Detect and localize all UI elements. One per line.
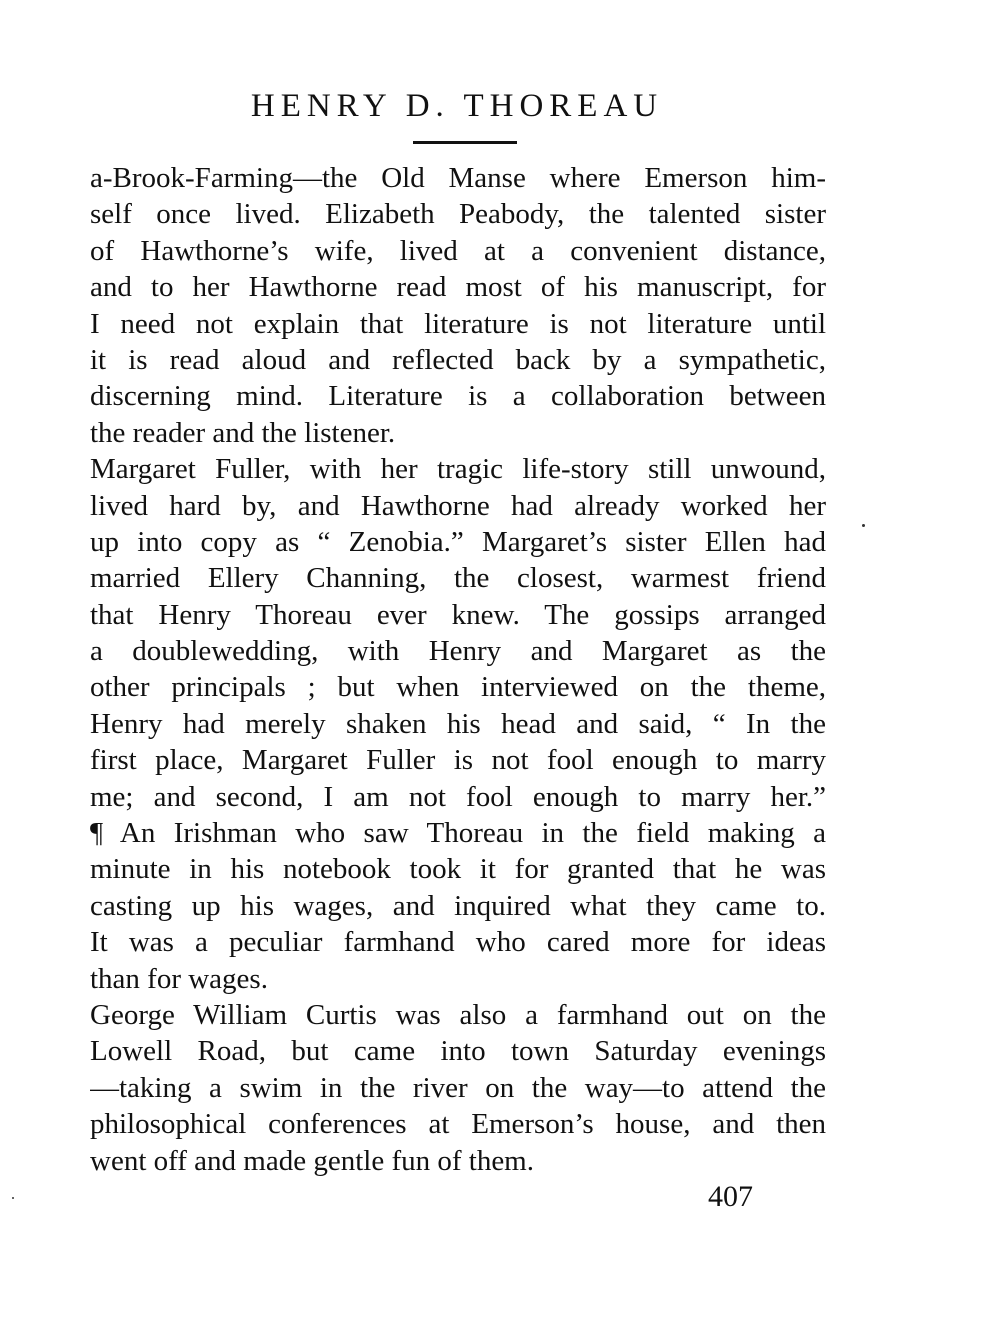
text-line: a-Brook-Farming—the Old Manse where Emerson him-	[90, 162, 826, 194]
text-line: casting up his wages, and inquired what they came to.	[90, 889, 826, 922]
text-line: minute in his notebook took it for granted that he was	[90, 853, 826, 886]
text-line: it is read aloud and reflected back by a sympathetic,	[90, 343, 826, 376]
running-head: HENRY D. THOREAU	[250, 88, 664, 124]
text-line: of Hawthorne’s wife, lived at a convenient distance,	[90, 234, 826, 267]
print-speck	[862, 524, 865, 527]
text-line: George William Curtis was also a farmhand out on the	[90, 998, 826, 1031]
page-number: 407	[708, 1180, 753, 1213]
text-line: and to her Hawthorne read most of his manuscript, for	[90, 271, 826, 304]
text-line: Margaret Fuller, with her tragic life-story still unwound,	[90, 453, 826, 486]
text-line: than for wages.	[90, 962, 268, 995]
text-line: Henry had merely shaken his head and said, “ In the	[90, 707, 826, 740]
text-line: —taking a swim in the river on the way—to attend the	[90, 1071, 826, 1104]
text-line: I need not explain that literature is not literature until	[90, 307, 826, 340]
text-line: Lowell Road, but came into town Saturday evenings	[90, 1035, 826, 1068]
text-line: other principals ; but when interviewed on the theme,	[90, 671, 826, 704]
text-line: first place, Margaret Fuller is not fool enough to marry	[90, 744, 826, 777]
body-text	[90, 160, 826, 1179]
text-line: It was a peculiar farmhand who cared more for ideas	[90, 926, 826, 959]
text-line: self once lived. Elizabeth Peabody, the talented sister	[90, 198, 826, 231]
header-rule	[413, 141, 517, 144]
text-line: discerning mind. Literature is a collaboration between	[90, 380, 826, 413]
text-line: that Henry Thoreau ever knew. The gossips arranged	[90, 598, 826, 631]
text-line: ¶ An Irishman who saw Thoreau in the field making a	[90, 817, 826, 850]
text-line: philosophical conferences at Emerson’s house, and then	[90, 1108, 826, 1141]
text-line: a doublewedding, with Henry and Margaret as the	[90, 635, 826, 668]
text-line: lived hard by, and Hawthorne had already worked her	[90, 489, 826, 522]
text-line: me; and second, I am not fool enough to marry her.”	[90, 780, 826, 813]
text-line: went off and made gentle fun of them.	[90, 1144, 534, 1177]
text-line: married Ellery Channing, the closest, warmest friend	[90, 562, 826, 595]
text-line: up into copy as “ Zenobia.” Margaret’s sister Ellen had	[90, 525, 826, 558]
print-speck	[12, 1197, 14, 1199]
text-line: the reader and the listener.	[90, 416, 396, 449]
